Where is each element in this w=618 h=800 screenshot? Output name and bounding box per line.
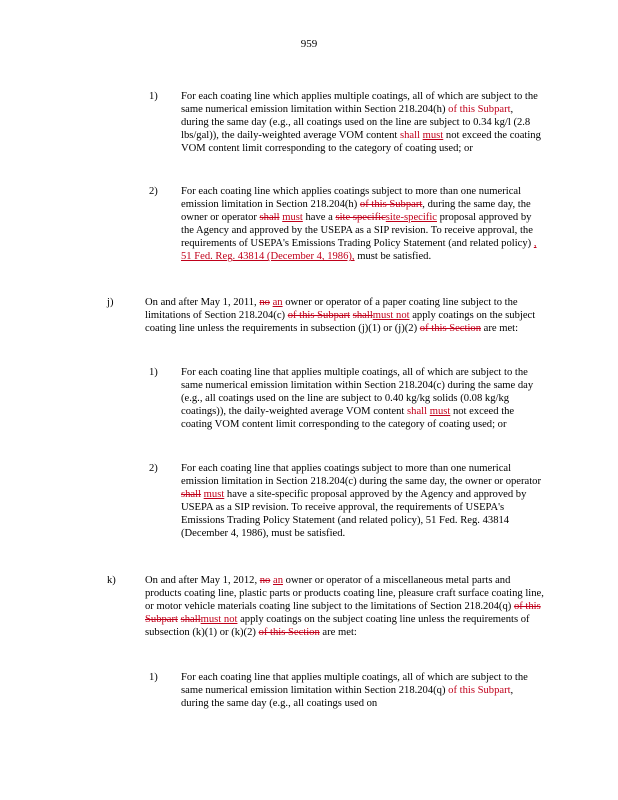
- run-text: For each coating line that applies multiple coatings, all of which are subject to the same numerical emission limitation within Section 218.204(c) during the same day (e.g., all coatings used on the line are subject to 0.40 kg/kg solids (0.08 kg/kg coatings)), the daily-weighted average VOM content: [181, 367, 534, 418]
- run-text: have a: [302, 212, 336, 224]
- run-deleted-text: no: [259, 297, 270, 308]
- page-number: 959: [300, 38, 318, 50]
- item-label: 1): [149, 367, 158, 378]
- run-inserted-text: an: [273, 575, 283, 586]
- item-label: k): [107, 575, 116, 586]
- item-text: [181, 671, 543, 710]
- item-text: [181, 366, 543, 431]
- run-text: must be satisfied.: [354, 251, 432, 263]
- item-label: 1): [149, 672, 158, 683]
- run-text: For each coating line which applies coatings subject to more than one numerical emission limitation in Section 218.204(h): [181, 186, 522, 211]
- item-label: 1): [149, 91, 158, 102]
- run-inserted-text: must: [429, 406, 451, 418]
- run-deleted-text: shall: [352, 310, 373, 322]
- run-deleted-text: shall: [259, 212, 280, 224]
- run-deleted-text: no: [259, 575, 271, 586]
- run-text: On and after May 1, 2012,: [145, 575, 260, 586]
- item-label: j): [107, 297, 114, 308]
- run-text: For each coating line that applies multiple coatings, all of which are subject to the same numerical emission limitation within Section 218.204(q): [181, 672, 528, 697]
- run-inserted-text: must: [203, 489, 225, 501]
- run-inserted-text: an: [272, 297, 283, 308]
- run-text: apply coatings on the subject coating line unless the requirements in subsection (j)(1) or (j)(2): [145, 310, 536, 335]
- run-text: not exceed the coating VOM content limit corresponding to the category of coating used; or: [181, 406, 515, 431]
- item-label: 2): [149, 463, 158, 474]
- run-inserted-text: must: [422, 130, 444, 142]
- run-revised-text: of this Subpart: [448, 685, 511, 697]
- run-text: are met:: [481, 323, 519, 335]
- run-deleted-text: shall: [181, 489, 202, 501]
- run-text: have a site-specific proposal approved by the Agency and approved by USEPA as a SIP revision. To receive approval, the requirements of USEPA's Emissions Trading Policy Statement (and related policy), 51 Fed. Reg. 43814 (December 4, 1986), must be satisfied.: [181, 489, 527, 540]
- run-deleted-text: of this Subpart: [145, 601, 541, 626]
- run-deleted-text: of this Section: [258, 627, 320, 639]
- run-text: proposal approved by the Agency and approved by the USEPA as a SIP revision. To receive approval, the requirements of USEPA's Emissions Trading Policy Statement (and related policy): [181, 212, 534, 250]
- run-text: , during the same day (e.g., all coatings used on: [181, 685, 514, 710]
- run-text: For each coating line which applies multiple coatings, all of which are subject to the same numerical emission limitation within Section 218.204(h): [181, 91, 538, 116]
- run-text: For each coating line that applies coatings subject to more than one numerical emission limitation in Section 218.204(c) during the same day, the owner or operator: [181, 463, 542, 488]
- run-deleted-text: of this Subpart: [359, 199, 423, 211]
- run-text: , during the same day, the owner or operator: [181, 199, 531, 224]
- run-deleted-text: site specific: [335, 212, 386, 224]
- run-text: On and after May 1, 2011,: [145, 297, 260, 308]
- item-text: [145, 574, 545, 639]
- run-deleted-text: of this Section: [419, 323, 481, 335]
- item-label: 2): [149, 186, 158, 197]
- item-text: [181, 90, 543, 155]
- run-inserted-text: must not: [372, 310, 410, 322]
- run-deleted-text: of this Subpart: [287, 310, 351, 322]
- item-text: [145, 296, 545, 335]
- run-revised-text: shall: [407, 406, 428, 418]
- run-inserted-text: must not: [200, 614, 238, 626]
- run-inserted-text: site-specific: [385, 212, 437, 224]
- run-text: , during the same day (e.g., all coatings used on the line are subject to 0.34 kg/l (2.8 lbs/gal)), the daily-weighted average VOM content: [181, 104, 531, 142]
- run-text: are met:: [319, 627, 357, 639]
- run-inserted-text: , 51 Fed. Reg. 43814 (December 4, 1986),: [181, 238, 537, 263]
- item-text: [181, 462, 547, 541]
- run-text: not exceed the coating VOM content limit corresponding to the category of coating used; or: [181, 130, 541, 155]
- run-revised-text: of this Subpart: [448, 104, 511, 116]
- run-inserted-text: must: [282, 212, 303, 224]
- run-text: apply coatings on the subject coating line unless the requirements of subsection (k)(1) or (k)(2): [145, 614, 530, 639]
- run-revised-text: shall: [399, 130, 420, 142]
- item-text: [181, 185, 546, 264]
- run-text: owner or operator of a miscellaneous metal parts and products coating line, plastic parts or products coating line, pleasure craft surface coating line, or motor vehicle materials coating line subject to the limitations of Section 218.204(q): [145, 575, 544, 613]
- run-deleted-text: shall: [180, 614, 201, 626]
- run-text: owner or operator of a paper coating line subject to the limitations of Section 218.204(c): [145, 297, 518, 322]
